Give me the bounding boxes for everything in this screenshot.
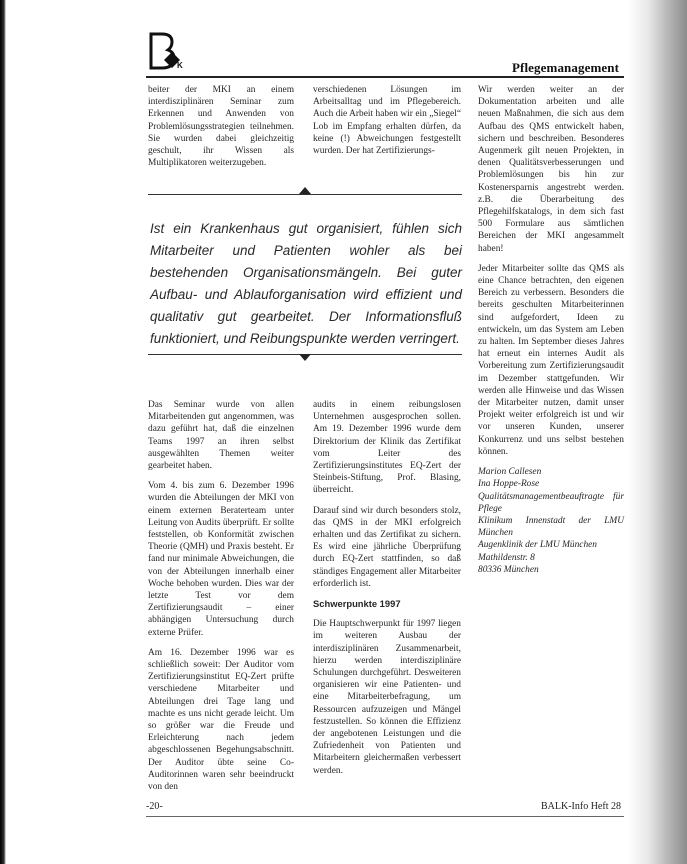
- page-curl-shadow: [629, 0, 687, 864]
- col1-top-text: [148, 84, 294, 177]
- issue-label: BALK-Info Heft 28: [541, 801, 621, 812]
- author-block: [478, 466, 624, 576]
- quote-top-arrow: [299, 187, 311, 194]
- col1-body-text: [148, 399, 294, 801]
- section-title: Pflegemanagement: [512, 60, 620, 75]
- subheading-schwerpunkte: Schwerpunkte 1997: [313, 598, 401, 610]
- author-line: Marion Callesen: [478, 467, 542, 478]
- quote-bottom-arrow: [299, 354, 311, 361]
- footer-rule: [146, 816, 624, 817]
- col2-paragraph-3: Die Hauptschwerpunkt für 1997 liegen im weiteren Ausbau der interdisziplinären Zusammenarbeit, hierzu werden interdisziplinäre Schulungen durchgeführt. Desweiteren organisieren wir eine Patienten- und eine Mitarbeiterbefragung, um Ressourcen aufzuzeigen und Mängel festzustellen. So können die Effizienz der angebotenen Leistungen und die Zufriedenheit von Patienten und Mitarbeitern gleichermaßen verbessert werden.: [313, 619, 461, 776]
- pull-quote: Ist ein Krankenhaus gut organisiert, fühlen sich Mitarbeiter und Patienten wohler als bei bestehenden Organisationsmängeln. Bei guter Aufbau- und Ablauforganisation wird effizient und qualitativ gut gearbeitet. Der Informationsfluß funktioniert, und Reibungspunkte werden verringert.: [150, 221, 462, 346]
- col3-text: [478, 84, 624, 576]
- col2-top-text: [313, 84, 461, 165]
- author-line: Klinikum Innenstadt der LMU München: [478, 515, 624, 539]
- col1-top-paragraph: beiter der MKI an einem interdisziplinären Seminar zum Erkennen und Anwenden von Problemlösungsstrategien teilnehmen. Sie wurden dabei gleichzeitig geschult, ihr Wissen als Multiplikatoren weiterzugeben.: [148, 85, 294, 169]
- col2-paragraph-1: audits in einem reibungslosen Unternehmen ausgesprochen sollen. Am 19. Dezember 1996 wurde dem Direktorium der Klinik das Zertifikat vom Leiter des Zertifizierungsinstitutes EQ-Zert der Steinbeis-Stiftung, Prof. Blasing, überreicht.: [313, 400, 461, 496]
- col3-paragraph-1: Wir werden weiter an der Dokumentation arbeiten und alle neuen Maßnahmen, die sich aus dem Aufbau des QMS entwickelt haben, sichern und beschreiben. Besonderes Augenmerk gilt neuen Projekten, in denen Qualitätsverbesserungen und Problemlösungen bis hin zur Kostenersparnis angestrebt werden. z.B. die Überarbeitung des Pflegehilfskatalogs, in dem sich fast 500 Formulare aus sämtlichen Bereichen der MKI angesammelt haben!: [478, 85, 624, 254]
- header-rule: [146, 76, 624, 78]
- book-spine-edge: [0, 0, 6, 864]
- col1-paragraph-3: Am 16. Dezember 1996 war es schließlich soweit: Der Auditor vom Zertifizierungsinstitut EQ-Zert prüfte verschiedene Mitarbeiter und Abteilungen drei Tage lang und machte es uns nicht gerade leicht. Um so größer war die Freude und Erleichterung nach jedem abgeschlossenen Begehungsabschnitt. Der Auditor übte seine Co-Auditorinnen waren sehr beeindruckt von den: [148, 647, 294, 793]
- col2-paragraph-2: Darauf sind wir durch besonders stolz, das QMS in der MKI erfolgreich erhalten und das Zertifikat zu sichern. Es wird eine jährliche Überprüfung durch EQ-Zert stattfinden, so daß ständiges Engagement aller Mitarbeiter erforderlich ist.: [313, 505, 461, 589]
- author-line: Qualitätsmanagementbeauftragte für Pflege: [478, 491, 624, 514]
- balk-logo: [148, 30, 190, 70]
- col2-top-paragraph: verschiedenen Lösungen im Arbeitsalltag und im Pflegebereich. Auch die Arbeit haben wir ein „Siegel“ Lob im Empfang erhalten dürfen, da keine (!) Abweichungen festgestellt wurden. Der hat Zertifizierungs-: [313, 85, 461, 157]
- author-line: Augenklinik der LMU München: [478, 540, 597, 551]
- svg-text:K: K: [177, 61, 183, 70]
- col3-paragraph-2: Jeder Mitarbeiter sollte das QMS als eine Chance betrachten, den eigenen Bereich zu verbessern. Besonders die bereits geschulten Mitarbeiterinnen sind aufgefordert, Ideen zu entwickeln, um das System am Leben zu halten. Im September dieses Jahres hat erneut ein internes Audit als Vorbereitung zum Zertifizierungsaudit im Dezember stattgefunden. Wir werden alle Hinweise und das Wissen der Mitarbeiter nutzen, damit unser Projekt weiter erfolgreich ist und wir vor unseren Kunden, unserer Konkurrenz und uns selbst bestehen können.: [478, 263, 624, 457]
- col1-paragraph-1: Das Seminar wurde von allen Mitarbeitenden gut angenommen, was dazu geführt hat, daß die einzelnen Teams 1997 an ihren selbst ausgewählten Themen weiter gearbeitet haben.: [148, 400, 294, 472]
- col1-paragraph-2: Vom 4. bis zum 6. Dezember 1996 wurden die Abteilungen der MKI von einem externen Beraterteam unter Leitung von Audits überprüft. Er sollte feststellen, ob Konformität zwischen Theorie (QMH) und Praxis besteht. Er fand nur minimale Abweichungen, die von der Abteilungen innerhalb einer Woche behoben wurden. Dies war der letzte Test vor dem Zertifizierungsaudit – einer abhängigen Untersuchung durch externe Prüfer.: [148, 481, 294, 638]
- author-line: Mathildenstr. 8: [478, 552, 535, 563]
- quote-top-rule: [148, 194, 462, 195]
- author-line: 80336 München: [478, 564, 539, 575]
- author-line: Ina Hoppe-Rose: [478, 479, 540, 490]
- page-number: -20-: [146, 801, 163, 812]
- col2-body-text: [313, 399, 461, 785]
